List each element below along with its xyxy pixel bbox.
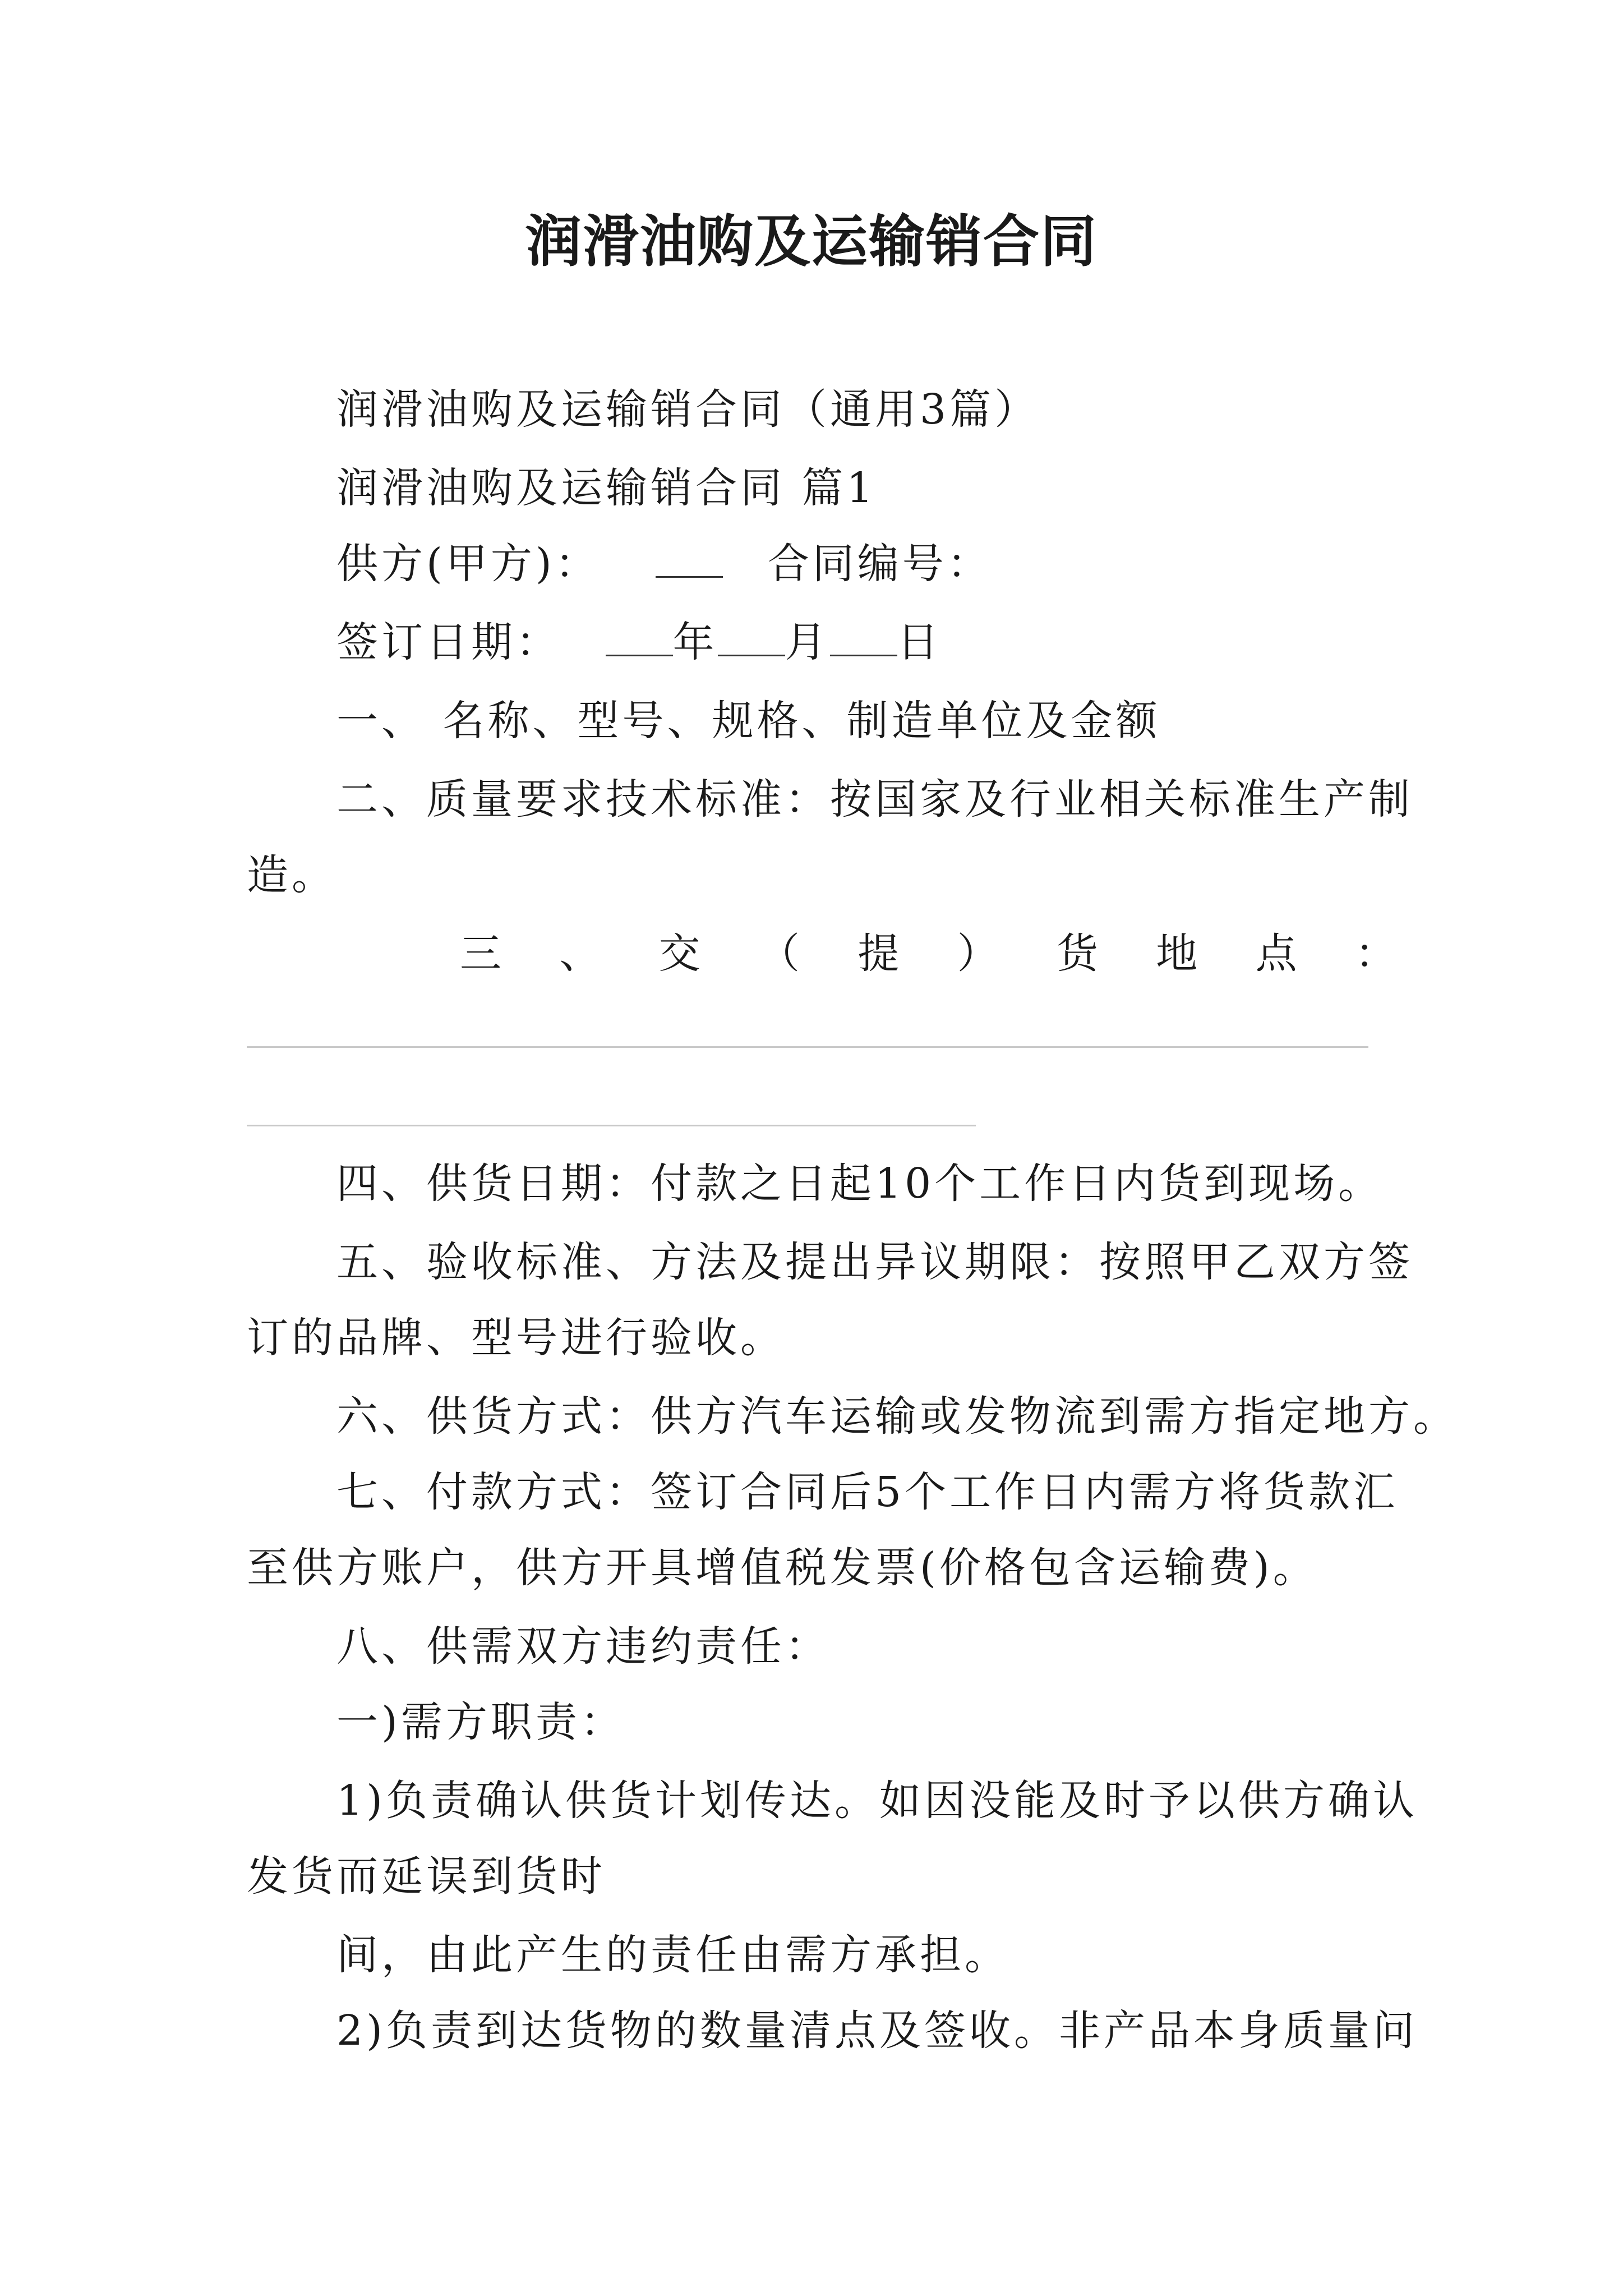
contract-no-label: 合同编号： [767, 540, 992, 588]
clause-3-char: （ [758, 930, 800, 978]
clause-3-char: 、 [559, 930, 601, 978]
supplier-label: 供方(甲方)： [336, 540, 600, 588]
month-label: 月 [785, 618, 830, 666]
delivery-address-line-2[interactable] [247, 1125, 976, 1126]
clause-8-1-2-line-1: 2)负责到达货物的数量清点及签收。非产品本身质量问 [336, 2007, 1418, 2055]
clause-8-1-1-line-3: 间，由此产生的责任由需方承担。 [336, 1931, 1009, 1979]
clause-6: 六、供货方式：供方汽车运输或发物流到需方指定地方。 [336, 1392, 1458, 1441]
year-label: 年 [672, 618, 718, 666]
clause-3-char: 货 [1056, 930, 1098, 978]
clause-8-1-1-line-1: 1)负责确认供货计划传达。如因没能及时予以供方确认 [336, 1777, 1418, 1825]
clause-1: 一、 名称、型号、规格、制造单位及金额 [336, 697, 1161, 745]
day-blank[interactable] [830, 614, 897, 656]
supplier-row [336, 536, 992, 592]
month-blank[interactable] [718, 614, 785, 656]
clause-5-line-2: 订的品牌、型号进行验收。 [247, 1314, 785, 1362]
supplier-blank[interactable] [656, 536, 723, 578]
document-subtitle: 润滑油购及运输销合同（通用3篇） [336, 385, 1040, 434]
clause-3-char: ： [1354, 930, 1396, 978]
clause-3-heading [460, 926, 1396, 982]
clause-3-char: 地 [1156, 930, 1198, 978]
clause-2-line-2: 造。 [247, 851, 336, 899]
clause-3-char: 三 [460, 930, 501, 978]
sign-date-row [336, 614, 942, 670]
sign-date-label: 签订日期： [336, 618, 561, 666]
clause-3-char: 交 [658, 930, 700, 978]
clause-3-char: 点 [1255, 930, 1297, 978]
clause-3-char: 提 [857, 930, 900, 978]
clause-7-line-1: 七、付款方式：签订合同后5个工作日内需方将货款汇 [336, 1468, 1399, 1516]
clause-8-1-1-line-2: 发货而延误到货时 [247, 1852, 606, 1901]
day-label: 日 [897, 618, 942, 666]
clause-8: 八、供需双方违约责任： [336, 1622, 830, 1671]
part-heading: 润滑油购及运输销合同 篇1 [336, 464, 877, 512]
clause-8-sub-1: 一)需方职责： [336, 1698, 625, 1746]
delivery-address-line-1[interactable] [247, 1046, 1368, 1048]
clause-7-line-2: 至供方账户，供方开具增值税发票(价格包含运输费)。 [247, 1544, 1318, 1592]
document-title: 润滑油购及运输销合同 [525, 208, 1098, 274]
clause-5-line-1: 五、验收标准、方法及提出异议期限：按照甲乙双方签 [336, 1238, 1413, 1286]
year-blank[interactable] [606, 614, 673, 656]
clause-4: 四、供货日期：付款之日起10个工作日内货到现场。 [336, 1159, 1384, 1208]
clause-2-line-1: 二、质量要求技术标准：按国家及行业相关标准生产制 [336, 775, 1413, 823]
clause-3-char: ） [957, 930, 999, 978]
